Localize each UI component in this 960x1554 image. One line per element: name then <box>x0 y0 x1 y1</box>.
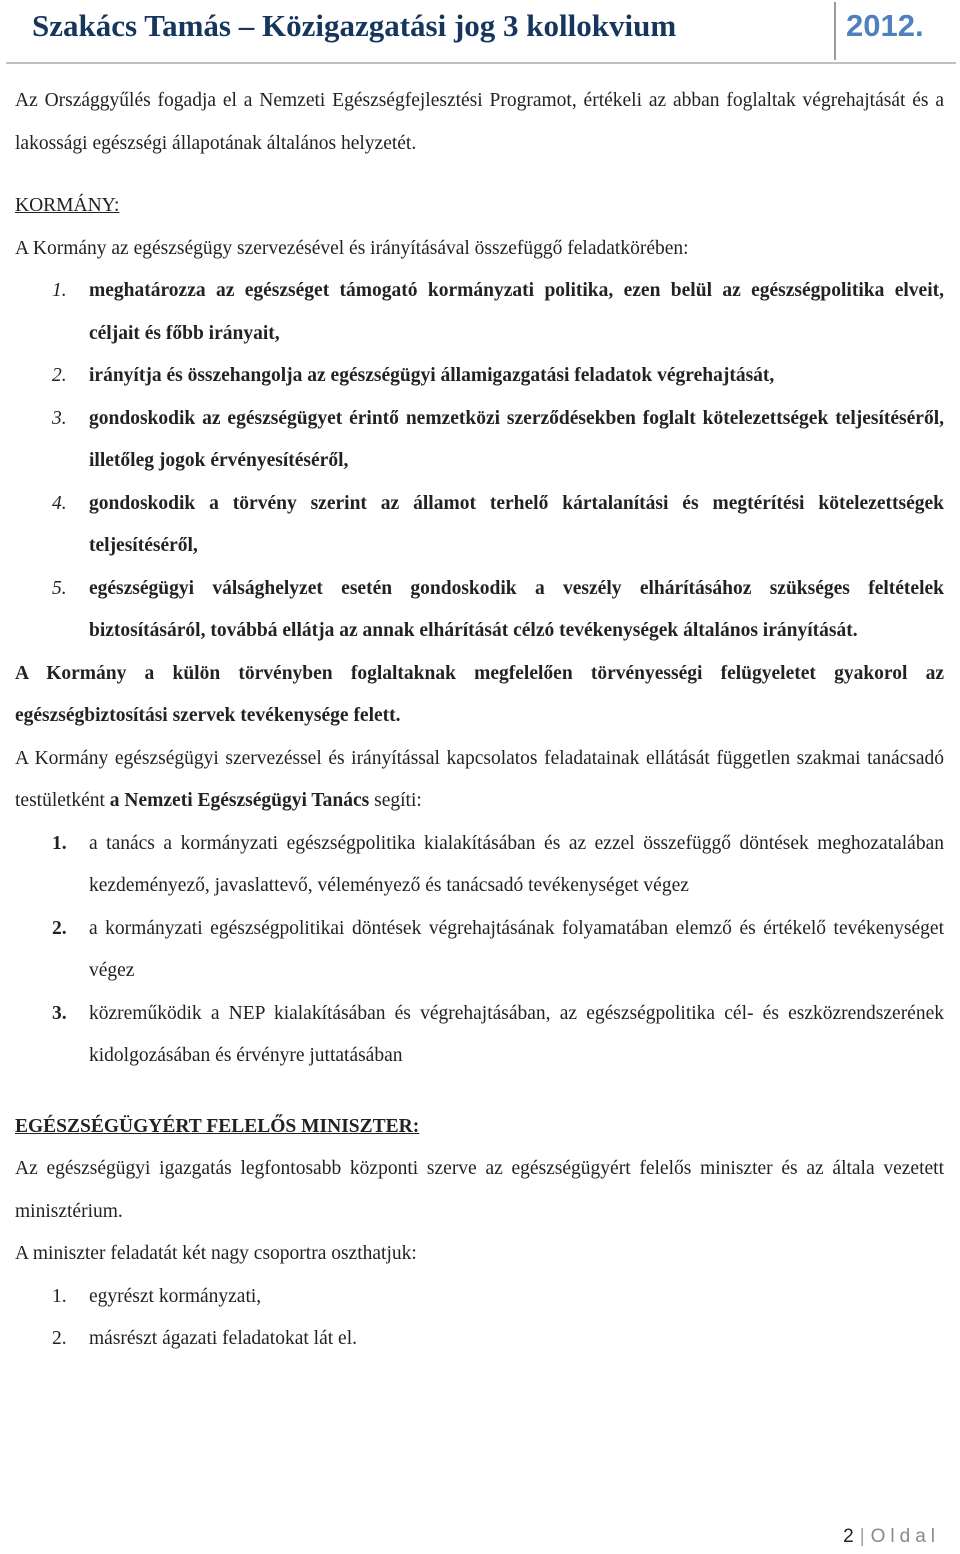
list-item-number: 2. <box>52 1328 67 1349</box>
list-item-text: gondoskodik a törvény szerint az államot terhelő kártalanítási és megtérítési kötelezettségek teljesítéséről, <box>89 492 944 556</box>
intro-paragraph: Az Országgyűlés fogadja el a Nemzeti Egészségfejlesztési Programot, értékeli az abban foglaltak végrehajtását és a lakossági egészségi állapotának általános helyzetét. <box>15 90 944 154</box>
kormany-task-list <box>15 270 944 738</box>
spacer <box>15 165 944 185</box>
list-item-number: 5. <box>52 577 67 599</box>
council-paragraph <box>15 738 944 823</box>
list-item-text: közreműködik a NEP kialakításában és végrehajtásában, az egészségpolitika cél- és eszközrendszerének kidolgozásában és érvényre juttatásában <box>89 1002 944 1066</box>
list-item <box>15 270 944 355</box>
list-item-number: 1. <box>52 1285 67 1307</box>
miniszter-paragraph: Az egészségügyi igazgatás legfontosabb központi szerve az egészségügyért felelős miniszter és az általa vezetett minisztérium. <box>15 1158 944 1222</box>
list-item-number: 2. <box>52 365 67 386</box>
list-item-text: egyrészt kormányzati, <box>89 1285 262 1307</box>
list-item-text: meghatározza az egészséget támogató kormányzati politika, ezen belül az egészségpolitika elveit, céljait és főbb irányait, <box>89 280 944 344</box>
header-year: 2012. <box>846 8 924 43</box>
list-item-text: másrészt ágazati feladatokat lát el. <box>89 1328 357 1349</box>
council-pre: A Kormány egészségügyi szervezéssel és irányítással kapcsolatos feladatainak ellátását független szakmai tanácsadó testületként <box>15 747 944 811</box>
header-divider <box>834 2 836 60</box>
list-item-number: 3. <box>52 1002 67 1024</box>
list-item <box>15 398 944 483</box>
list-item-number: 2. <box>52 917 67 939</box>
list-item <box>15 1276 944 1319</box>
page-footer <box>0 1522 960 1554</box>
page-number-label <box>843 1526 940 1548</box>
list-item <box>15 823 944 908</box>
list-item <box>15 355 944 398</box>
miniszter-heading-text: EGÉSZSÉGÜGYÉRT FELELŐS MINISZTER: <box>15 1115 420 1137</box>
header-title: Szakács Tamás – Közigazgatási jog 3 kollokvium <box>32 8 677 43</box>
list-item-text: a kormányzati egészségpolitikai döntések végrehajtásának folyamatában elemző és értékelő tevékenységet végez <box>89 917 944 981</box>
miniszter-paragraph: A miniszter feladatát két nagy csoportra oszthatjuk: <box>15 1243 417 1264</box>
list-item <box>15 908 944 993</box>
kormany-lead: A Kormány az egészségügy szervezésével és irányításával összefüggő feladatkörében: <box>15 237 689 259</box>
page-header <box>0 0 960 70</box>
list-item <box>15 568 944 653</box>
supervision-paragraph: A Kormány a külön törvényben foglaltaknak megfelelően törvényességi felügyeletet gyakorol az egészségbiztosítási szervek tevékenysége felett. <box>15 662 944 726</box>
list-item-number: 3. <box>52 407 67 429</box>
page-number: 2 <box>843 1526 854 1547</box>
list-item-text: gondoskodik az egészségügyet érintő nemzetközi szerződésekben foglalt kötelezettségek teljesítéséről, illetőleg jogok érvényesítéséről, <box>89 407 944 471</box>
page-content <box>15 80 944 1361</box>
kormany-heading <box>15 185 944 228</box>
spacer <box>15 1078 944 1106</box>
council-post: segíti: <box>369 790 422 811</box>
kormany-heading-text: KORMÁNY: <box>15 195 120 216</box>
list-item <box>15 993 944 1078</box>
footer-word: Oldal <box>870 1526 940 1547</box>
miniszter-heading <box>15 1106 944 1149</box>
list-item <box>15 1318 944 1361</box>
list-item-text: a tanács a kormányzati egészségpolitika kialakításában és az ezzel összefüggő döntések meghozatalában kezdeményező, javaslattevő, véleményező és tanácsadó tevékenységet végez <box>89 832 944 896</box>
header-rule <box>6 62 956 64</box>
miniszter-task-list <box>15 1276 944 1361</box>
list-item <box>15 483 944 568</box>
list-item-number: 1. <box>52 832 67 854</box>
list-item-number: 4. <box>52 492 67 514</box>
list-item-text: egészségügyi válsághelyzet esetén gondoskodik a veszély elhárításához szükséges feltételek biztosításáról, továbbá ellátja az annak elhárítását célzó tevékenységek általános irányítását. <box>89 577 944 641</box>
council-name: a Nemzeti Egészségügyi Tanács <box>109 790 370 811</box>
list-item-text: irányítja és összehangolja az egészségügyi államigazgatási feladatok végrehajtását, <box>89 365 775 386</box>
council-task-list <box>15 823 944 1078</box>
footer-separator: | <box>859 1526 865 1547</box>
list-item-number: 1. <box>52 280 67 301</box>
